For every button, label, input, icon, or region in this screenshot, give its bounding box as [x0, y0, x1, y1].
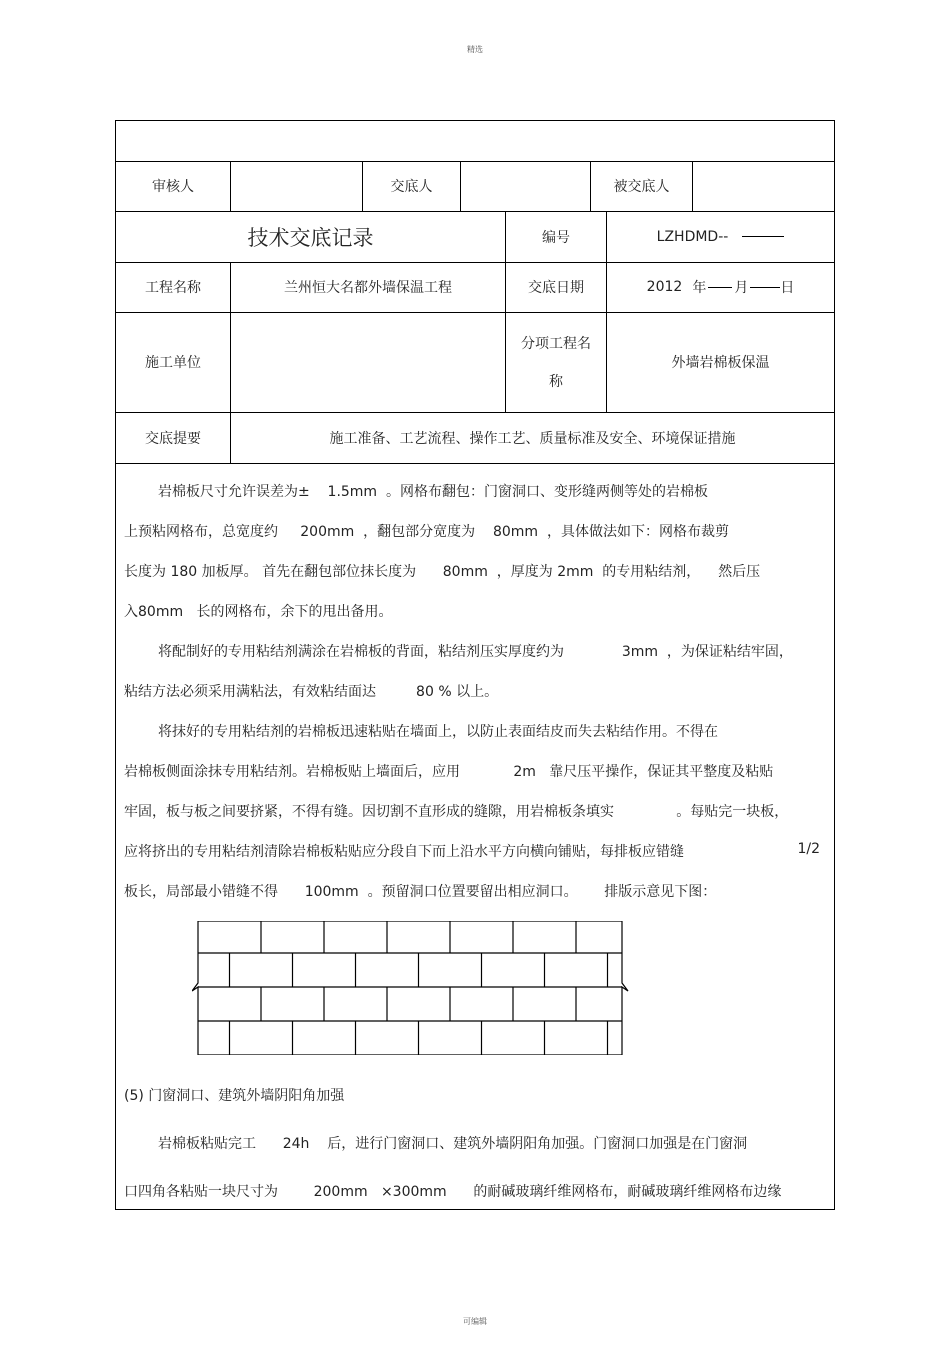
discloser-label: 交底人: [363, 161, 461, 211]
summary-row: [116, 412, 834, 464]
unit-row: [116, 312, 834, 413]
project-row: [116, 262, 834, 313]
date-label: 交底日期: [506, 262, 607, 312]
date-year-unit: 年: [692, 280, 707, 296]
discloser-field[interactable]: [461, 161, 591, 211]
subproject-label: [506, 312, 607, 412]
project-value: 兰州恒大名都外墙保温工程: [231, 262, 506, 312]
date-value: [607, 262, 834, 312]
number-label: 编号: [506, 211, 607, 262]
content-line: 板长，局部最小错缝不得 100mm 。预留洞口位置要留出相应洞口。 排版示意见下图：: [124, 884, 717, 900]
project-label: 工程名称: [116, 262, 231, 312]
content-line: 将配制好的专用粘结剂满涂在岩棉板的背面，粘结剂压实厚度约为 3mm ，为保证粘结牢固，: [158, 644, 793, 660]
summary-value: 施工准备、工艺流程、操作工艺、质量标准及安全、环境保证措施: [329, 430, 736, 447]
date-month-blank[interactable]: [708, 287, 732, 288]
page-footer: 可编辑: [463, 1317, 487, 1326]
date-month-unit: 月: [734, 280, 749, 296]
content-line: 牢固，板与板之间要挤紧，不得有缝。因切割不直形成的缝隙，用岩棉板条填实 。每贴完一块板，: [124, 804, 789, 820]
disclosure-form: [115, 120, 835, 1210]
content-line-tail: 1/2: [797, 841, 820, 857]
right-break-edge: [622, 921, 628, 1055]
content-line: 应将挤出的专用粘结剂清除岩棉板粘贴应分段自下而上沿水平方向横向铺贴，每排板应错缝: [124, 844, 684, 860]
date-day-blank[interactable]: [750, 287, 780, 288]
content-line: 将抹好的专用粘结剂的岩棉板迅速粘贴在墙面上，以防止表面结皮而失去粘结作用。不得在: [158, 724, 718, 740]
content-line: 粘结方法必须采用满粘法，有效粘结面达 80 % 以上。: [124, 684, 499, 700]
recipient-label: 被交底人: [591, 161, 693, 211]
left-break-edge: [192, 921, 198, 1055]
number-prefix: LZHDMD--: [656, 228, 729, 245]
unit-label: 施工单位: [116, 312, 231, 412]
signature-row: [116, 161, 834, 212]
recipient-field[interactable]: [693, 161, 834, 211]
subproject-label-line1: 分项工程名: [521, 336, 591, 352]
unit-value[interactable]: [231, 312, 506, 412]
subproject-label-line2: 称: [549, 374, 563, 390]
content-line: 岩棉板尺寸允许误差为± 1.5mm 。网格布翻包：门窗洞口、变形缝两侧等处的岩棉板: [158, 484, 708, 500]
content-line: 口四角各粘贴一块尺寸为 200mm ×300mm 的耐碱玻璃纤维网格布，耐碱玻璃纤维网格布边缘: [124, 1184, 782, 1200]
board-layout-diagram: [192, 921, 632, 1059]
summary-label: 交底提要: [116, 412, 231, 463]
content-line: 入80mm 长的网格布，余下的甩出备用。: [124, 604, 393, 620]
reviewer-label: 审核人: [116, 161, 231, 211]
date-day-unit: 日: [780, 280, 795, 296]
title-row: [116, 211, 834, 263]
subproject-value: 外墙岩棉板保温: [671, 355, 770, 371]
page-header: 精选: [467, 45, 483, 54]
staggered-board-svg: [192, 921, 632, 1055]
content-line: 岩棉板粘贴完工 24h 后，进行门窗洞口、建筑外墙阴阳角加强。门窗洞口加强是在门窗洞: [158, 1136, 748, 1152]
content-line: 岩棉板侧面涂抹专用粘结剂。岩棉板贴上墙面后，应用 2m 靠尺压平操作，保证其平整度及粘贴: [124, 764, 774, 780]
document-title: 技术交底记录: [116, 211, 506, 262]
content-line: 长度为 180 加板厚。 首先在翻包部位抹长度为 80mm ，厚度为 2mm 的专用粘结剂， 然后压: [124, 564, 761, 580]
number-value: [607, 211, 834, 262]
number-blank[interactable]: [742, 236, 784, 237]
section-5-heading: (5) 门窗洞口、建筑外墙阴阳角加强: [124, 1088, 345, 1104]
reviewer-field[interactable]: [231, 161, 363, 211]
content-line: 上预粘网格布，总宽度约 200mm ，翻包部分宽度为 80mm ，具体做法如下：网格布裁剪: [124, 524, 729, 540]
date-year: 2012: [646, 279, 683, 295]
blank-row: [116, 121, 834, 162]
